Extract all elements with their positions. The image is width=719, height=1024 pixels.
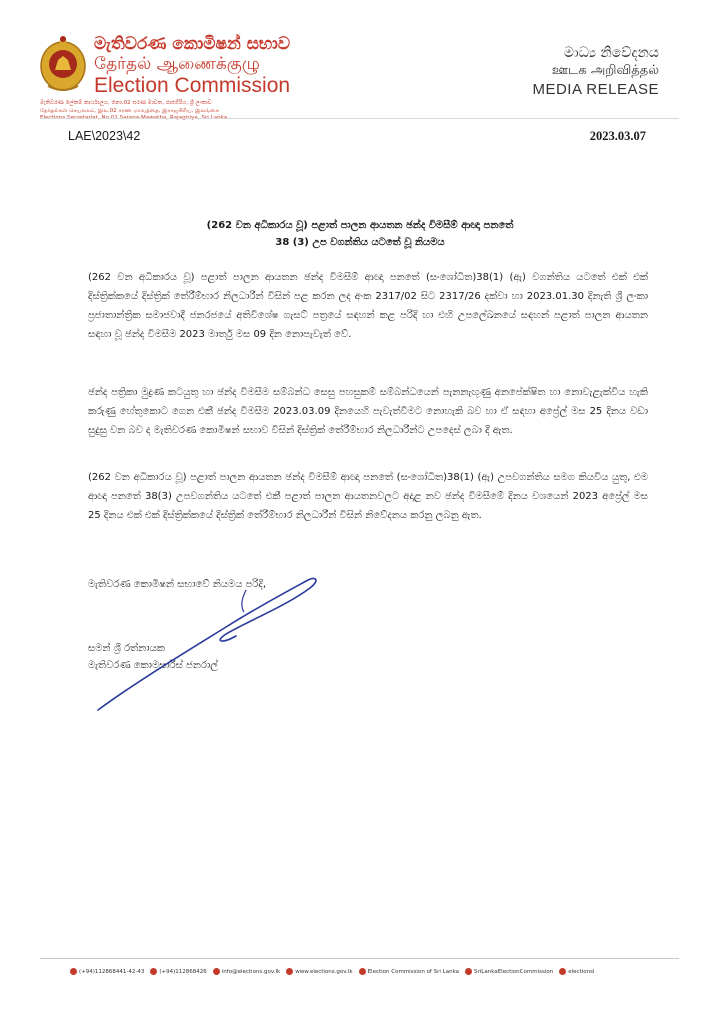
globe-icon: [286, 968, 293, 975]
title-line-1: (262 වන අධිකාරය වූ) පළාත් පාලන ආයතන ඡන්ද විමසීම් ආඥා පනතේ: [206, 220, 514, 231]
org-name-tamil: தேர்தல் ஆணைக்குழு: [94, 54, 260, 74]
media-release-english: MEDIA RELEASE: [532, 81, 659, 98]
website-text: www.elections.gov.lk: [295, 968, 353, 975]
address-english: Elections Secretariat, No.02 Sarana Mawatha, Rajagiriya, Sri Lanka: [40, 115, 228, 121]
email-icon: [213, 968, 220, 975]
closing-line: මැතිවරණ කොමිෂන් සභාවේ නියමය පරිදි,: [88, 579, 267, 590]
youtube-icon: [359, 968, 366, 975]
title-line-2: 38 (3) උප වගන්තිය යටතේ වූ නියමය: [275, 237, 445, 248]
footer-email[interactable]: [213, 968, 280, 975]
footer-youtube[interactable]: [359, 968, 459, 975]
release-date: 2023.03.07: [589, 129, 646, 143]
facebook-text: SriLankaElectionCommission: [474, 968, 554, 975]
phone-text: (+94)112868441-42-43: [79, 968, 145, 975]
sri-lanka-emblem-icon: [38, 34, 88, 96]
fax-text: (+94)112868426: [159, 968, 207, 975]
footer-twitter[interactable]: [559, 968, 594, 975]
signatory-name: සමන් ශ්‍රී රත්නායක: [88, 643, 165, 654]
phone-icon: [70, 968, 77, 975]
twitter-text: electionsl: [568, 968, 595, 975]
organization-name: [94, 34, 290, 98]
twitter-icon: [559, 968, 566, 975]
address-tamil: தேர்தல்கள் செயலகம், இல.02 சரண மாவத்தை, இராஜகிரிய, இலங்கை: [40, 107, 220, 114]
media-release-tamil: ஊடக அறிவித்தல்: [551, 63, 659, 78]
fax-icon: [150, 968, 157, 975]
handwritten-signature: [96, 572, 336, 712]
document-title: [60, 217, 660, 251]
footer-phone: [70, 968, 144, 975]
media-release-label: [532, 44, 659, 100]
email-text: info@elections.gov.lk: [221, 968, 281, 975]
facebook-icon: [465, 968, 472, 975]
footer-website[interactable]: [286, 968, 352, 975]
body-paragraph-3: (262 වන අධිකාරය වූ) පළාත් පාලන ආයතන ඡන්ද විමසීම් ආඥා පනතේ (සංශෝධිත)38(1) (ඇ) උපවගන්තිය සමග කියවිය යුතු, එම ආඥා පනතේ 38(3) උපවගන්තිය යටතේ එකී පළාත් පාලන ආයතනවලට අදාළ නව ඡන්ද විමසීමේ දිනය වශයෙන් 2023 අප්‍රේල් මස 25 දිනය එක් එක් දිස්ත්‍රික්කයේ දිස්ත්‍රික් තේරීම්භාර නිලධාරීන් විසින් නිවේදනය කරනු ලබනු ඇත.: [88, 472, 648, 521]
org-name-sinhala: මැතිවරණ කොමිෂන් සභාව: [94, 34, 291, 54]
footer-divider: [40, 958, 679, 959]
body-paragraph-1: (262 වන අධිකාරය වූ) පළාත් පාලන ආයතන ඡන්ද විමසීම් ආඥා පනතේ (සංශෝධිත)38(1) (ඇ) වගන්තිය යටතේ එක් එක් දිස්ත්‍රික්කයේ දිස්ත්‍රික් තේරීම්භාර නිලධාරීන් විසින් පළ කරන ලද අංක 2317/02 සිට 2317/26 දක්වා හා 2023.01.30 දිනැති ශ්‍රී ලංකා ප්‍රජාතාන්ත්‍රික සමාජවාදී ජනරජයේ අතිවිශේෂ ගැසට් පත්‍රයේ සඳහන් කළ පරිදි හා එහි උපලේඛනයේ සඳහන් පළාත් පාලන ආයතන සඳහා වූ ඡන්ද විමසීම 2023 මාර්තු මස 09 දින නොපැවැත් වේ.: [88, 272, 648, 340]
org-address: [40, 100, 227, 123]
header-divider: [40, 118, 679, 119]
youtube-text: Election Commission of Sri Lanka: [367, 968, 460, 975]
footer-contacts: [70, 968, 594, 975]
reference-number: LAE\2023\42: [68, 129, 141, 143]
address-sinhala: මැතිවරණ ලේකම් කාර්යාලය, නො.02 සරණ මාවත, රාජගිරිය, ශ්‍රී ලංකාව: [40, 100, 212, 106]
media-release-sinhala: මාධ්‍ය නිවේදනය: [563, 45, 659, 61]
footer-fax: [150, 968, 206, 975]
body-paragraph-2: ඡන්ද පත්‍රිකා මුද්‍රණ කටයුතු හා ඡන්ද විමසීම සම්බන්ධ සෙසු පහසුකම් සම්බන්ධයෙන් පැනනැඟුණු අනපේක්ෂිත හා නොවැළැක්විය හැකි කරුණු හේතුකොට ගෙන එකී ඡන්ද විමසීම 2023.03.09 දිනයෙහි පැවැත්වීමට නොහැකි බව හා ඒ සඳහා අප්‍රේල් මස 25 දිනය වඩා සුදුසු වන බව ද මැතිවරණ කොමිෂන් සභාව විසින් දිස්ත්‍රික් තේරීම්භාර නිලධාරීන්ට උපදෙස් ලබා දී ඇත.: [88, 387, 648, 436]
org-name-english: Election Commission: [94, 74, 291, 97]
signatory-title: මැතිවරණ කොමසාරිස් ජනරාල්: [88, 660, 218, 671]
footer-facebook[interactable]: [465, 968, 553, 975]
